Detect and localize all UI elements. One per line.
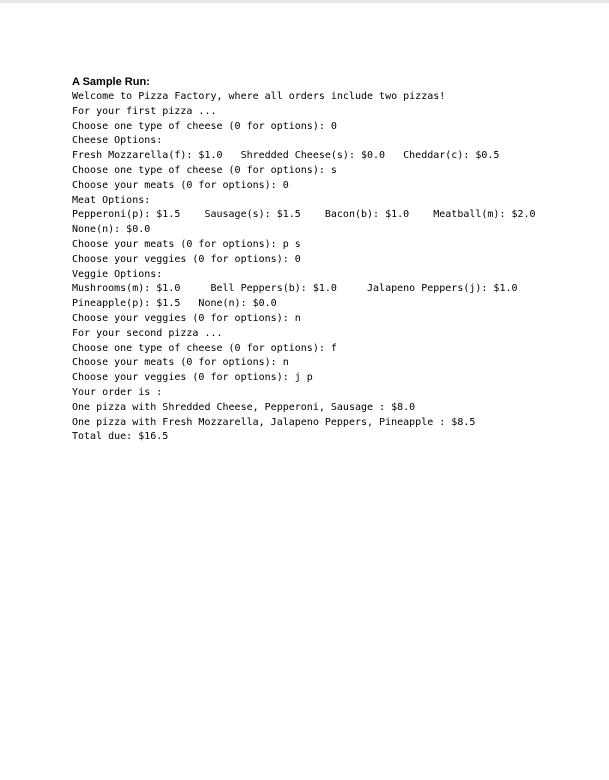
output-line: Pepperoni(p): $1.5 Sausage(s): $1.5 Bacon(b): $1.0 Meatball(m): $2.0 [72, 209, 536, 221]
output-line: Meat Options: [72, 194, 151, 206]
output-line: One pizza with Fresh Mozzarella, Jalapeno Peppers, Pineapple : $8.5 [72, 416, 476, 428]
output-line: Choose one type of cheese (0 for options): 0 [72, 120, 337, 132]
output-line: One pizza with Shredded Cheese, Pepperoni, Sausage : $8.0 [72, 401, 416, 413]
output-line: Choose your meats (0 for options): n [72, 357, 289, 369]
output-line: Veggie Options: [72, 268, 163, 280]
output-line: Choose your meats (0 for options): 0 [72, 179, 289, 191]
output-line: Cheese Options: [72, 135, 163, 147]
output-line: For your first pizza ... [72, 105, 217, 117]
output-line: Choose your veggies (0 for options): j p [72, 372, 313, 384]
output-line: Choose your meats (0 for options): p s [72, 238, 301, 250]
output-line: None(n): $0.0 [72, 224, 151, 236]
output-line: Mushrooms(m): $1.0 Bell Peppers(b): $1.0 Jalapeno Peppers(j): $1.0 [72, 283, 518, 295]
output-line: Welcome to Pizza Factory, where all orders include two pizzas! [72, 91, 446, 102]
output-line: Choose your veggies (0 for options): n [72, 312, 301, 324]
output-line: Choose one type of cheese (0 for options): s [72, 164, 337, 176]
section-heading: A Sample Run: [72, 76, 150, 88]
output-line: For your second pizza ... [72, 327, 223, 339]
document-page [72, 75, 592, 445]
output-line: Fresh Mozzarella(f): $1.0 Shredded Cheese(s): $0.0 Cheddar(c): $0.5 [72, 150, 500, 162]
output-line: Your order is : [72, 386, 163, 398]
output-line: Total due: $16.5 [72, 431, 169, 443]
output-line: Pineapple(p): $1.5 None(n): $0.0 [72, 298, 277, 310]
output-line: Choose one type of cheese (0 for options): f [72, 342, 337, 354]
top-border [0, 0, 609, 3]
output-line: Choose your veggies (0 for options): 0 [72, 253, 301, 265]
sample-run-output [72, 90, 592, 445]
